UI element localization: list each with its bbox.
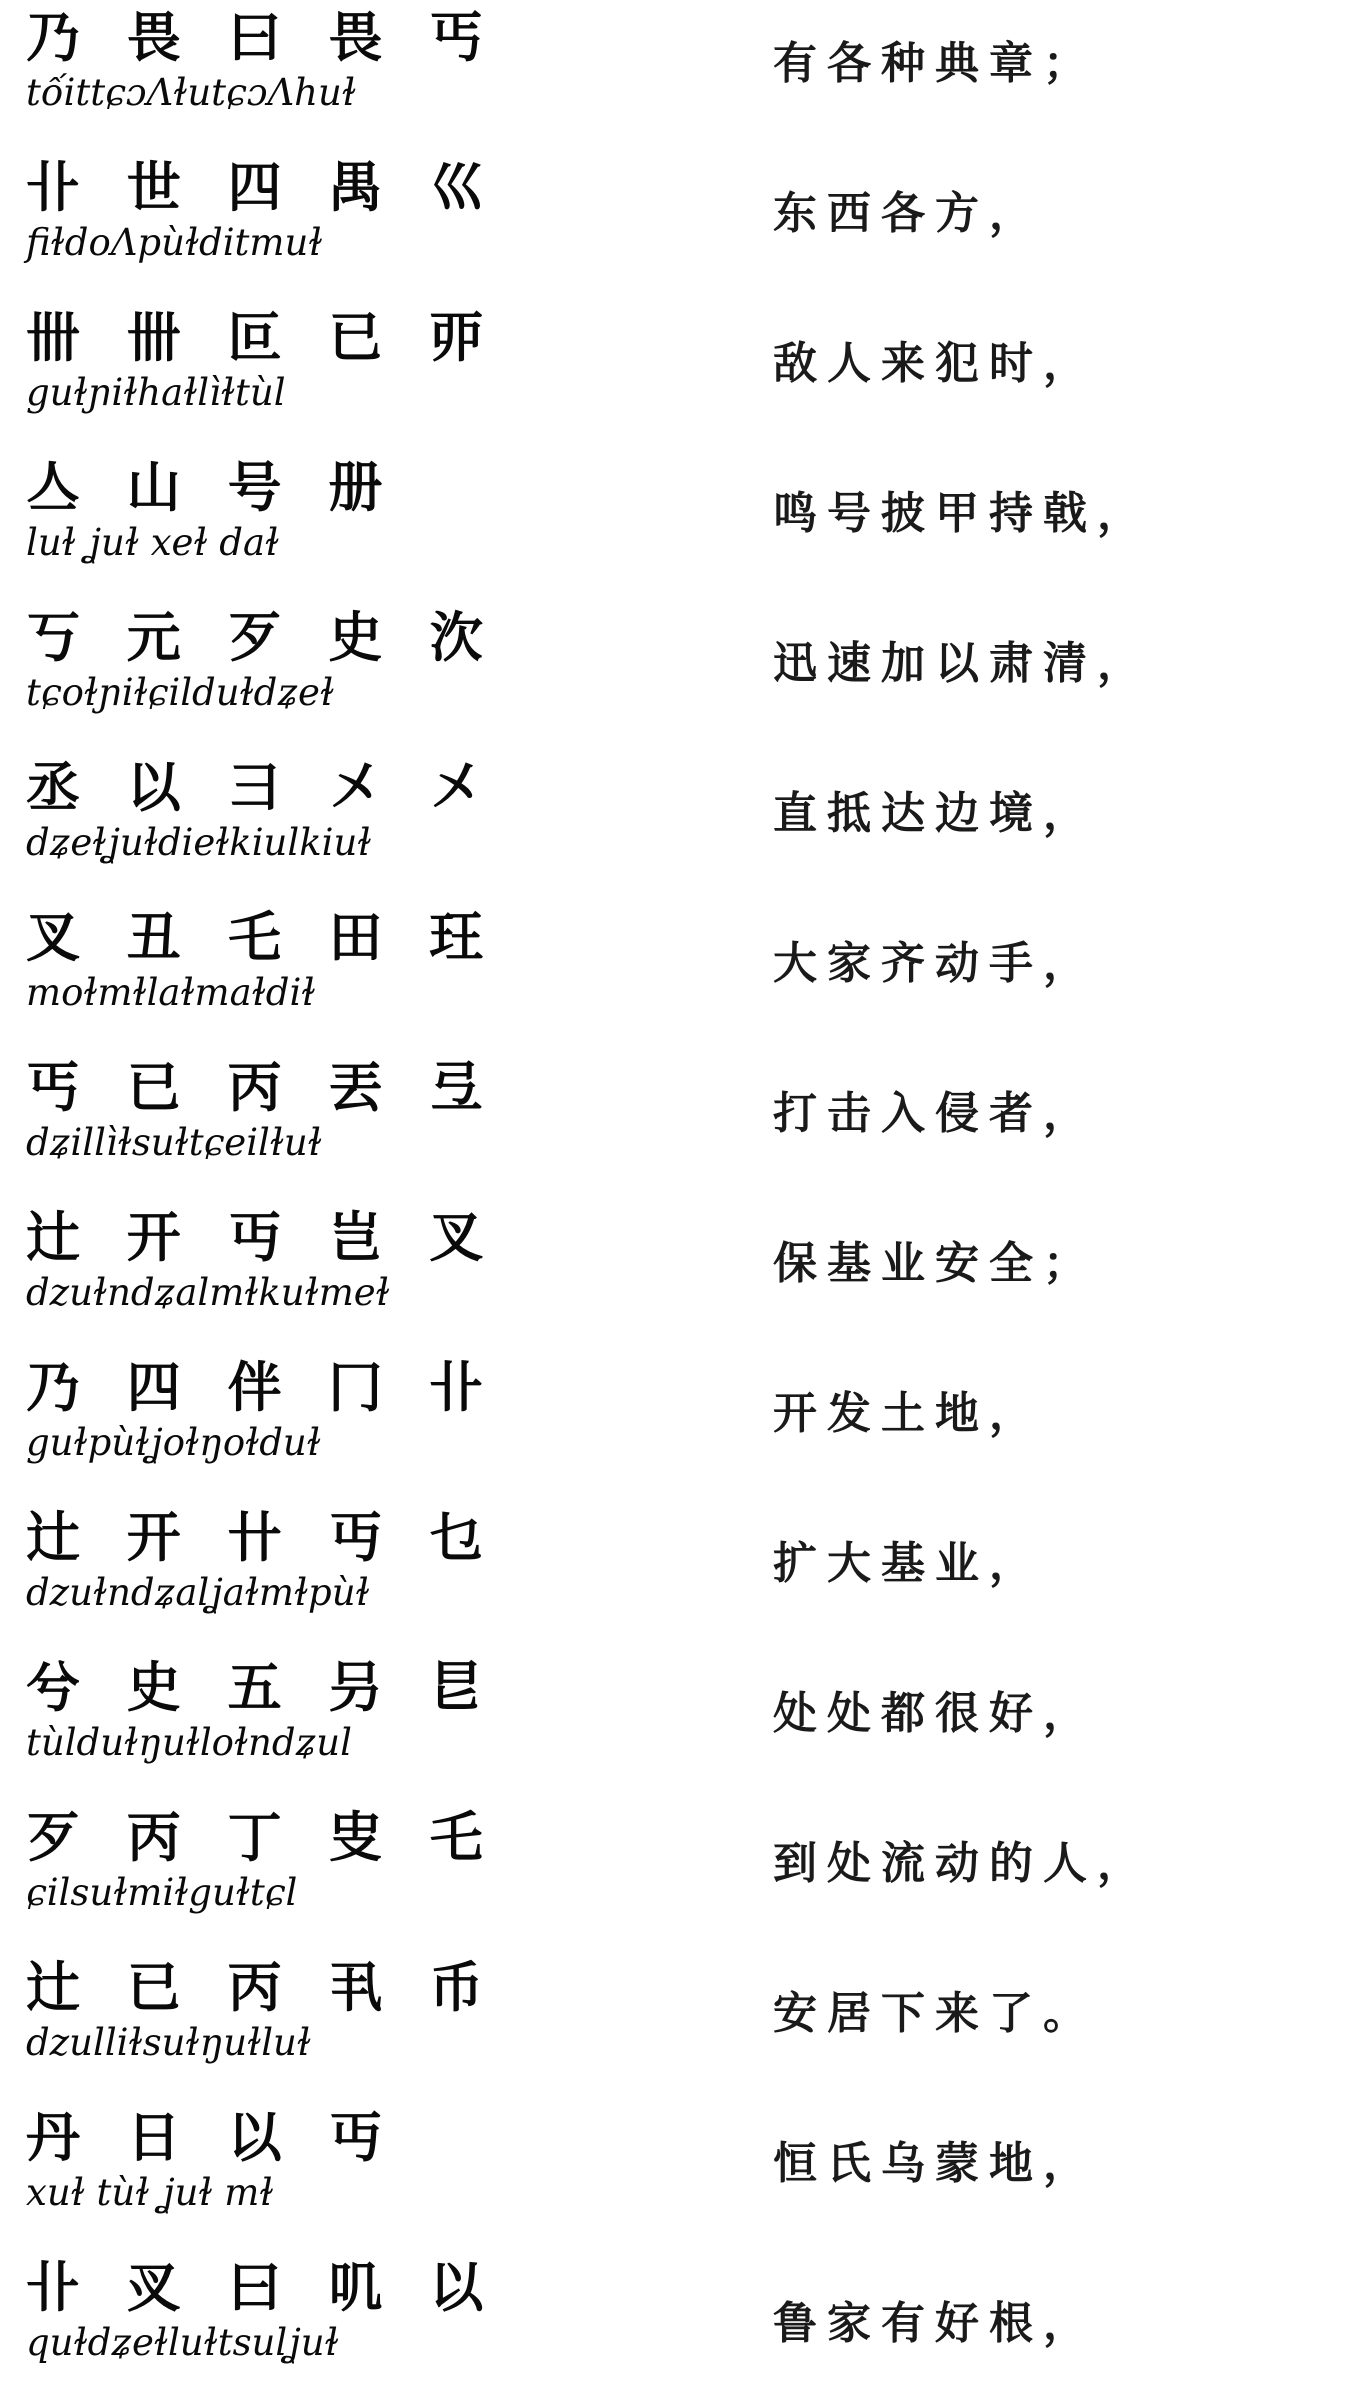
romanization: ɕilsuɫmiɫguɫtɕl: [26, 1871, 298, 1914]
chinese-translation: 保基业安全；: [773, 1238, 1097, 1289]
chinese-translation: 处处都很好，: [773, 1688, 1097, 1739]
chinese-translation: 打击入侵者，: [773, 1088, 1097, 1139]
yi-script-block: [26, 2250, 498, 2390]
romanization: fiɫdoɅpùɫditmuɫ: [26, 221, 323, 264]
romanization: dzuɫndʑalmɫkuɫmeɫ: [26, 1271, 390, 1314]
yi-glyphs: 丂 元 歹 史 㳄: [26, 605, 498, 669]
chinese-translation: 扩大基业，: [773, 1538, 1043, 1589]
verse-row: [0, 300, 1359, 440]
yi-script-block: [26, 0, 498, 140]
verse-row: [0, 1650, 1359, 1790]
yi-glyphs: 丞 以 ⺕ 㐅 㐅: [26, 755, 498, 819]
yi-glyphs: 歹 丙 丁 㕜 乇: [26, 1805, 498, 1869]
chinese-translation: 鲁家有好根，: [773, 2298, 1097, 2349]
verse-row: [0, 0, 1359, 140]
yi-script-block: [26, 1050, 498, 1190]
yi-script-block: [26, 1500, 498, 1640]
chinese-translation: 开发土地，: [773, 1388, 1043, 1439]
chinese-translation: 鸣号披甲持戟，: [773, 488, 1151, 539]
verse-row: [0, 1200, 1359, 1340]
yi-glyphs: 叉 丑 乇 田 玨: [26, 905, 498, 969]
verse-row: [0, 1050, 1359, 1190]
yi-glyphs: 丐 已 丙 丟 弖: [26, 1055, 498, 1119]
romanization: dzuɫndʑalʝaɫmɫpùɫ: [26, 1571, 370, 1614]
yi-glyphs: 卝 世 四 禺 巛: [26, 155, 498, 219]
romanization: guɫpùɫʝoɫŋoɫduɫ: [26, 1421, 321, 1464]
romanization: dzulliɫsuɫŋuɫluɫ: [26, 2021, 311, 2064]
verse-row: [0, 2250, 1359, 2390]
yi-script-block: [26, 1650, 498, 1790]
romanization: guɫɲiɫhaɫlìɫtùl: [26, 371, 286, 414]
verse-row: [0, 1500, 1359, 1640]
verse-row: [0, 600, 1359, 740]
verse-row: [0, 450, 1359, 590]
romanization: moɫmɫlaɫmaɫdiɫ: [26, 971, 316, 1014]
yi-script-block: [26, 1200, 498, 1340]
yi-script-block: [26, 600, 498, 740]
chinese-translation: 迅速加以肃清，: [773, 638, 1151, 689]
yi-script-block: [26, 1800, 498, 1940]
yi-script-block: [26, 750, 498, 890]
yi-glyphs: 卌 卌 叵 已 丣: [26, 305, 498, 369]
chinese-translation: 直抵达边境，: [773, 788, 1097, 839]
verse-row: [0, 1950, 1359, 2090]
romanization: dʑeɫʝuɫdieɫkiulkiuɫ: [26, 821, 372, 864]
romanization: dʑillìɫsuɫtɕeilɫuɫ: [26, 1121, 322, 1164]
yi-glyphs: 卝 㕚 曰 叽 以: [26, 2255, 498, 2319]
yi-script-block: [26, 1350, 498, 1490]
chinese-translation: 恒氏乌蒙地，: [773, 2138, 1097, 2189]
yi-glyphs: 辻 已 丙 丮 币: [26, 1955, 498, 2019]
verse-row: [0, 150, 1359, 290]
yi-glyphs: 兮 史 五 叧 㫐: [26, 1655, 498, 1719]
yi-script-block: [26, 300, 498, 440]
romanization: tùlduɫŋuɫloɫndʑul: [26, 1721, 352, 1764]
romanization: quɫdʑeɫluɫtsulʝuɫ: [26, 2321, 339, 2364]
verse-row: [0, 750, 1359, 890]
yi-script-block: [26, 450, 446, 590]
verse-row: [0, 1800, 1359, 1940]
yi-glyphs: 辻 开 卄 丏 乜: [26, 1505, 498, 1569]
romanization: luɫ ʝuɫ xeɫ daɫ: [26, 521, 280, 564]
yi-script-block: [26, 900, 498, 1040]
yi-glyphs: 乃 四 伴 冂 卝: [26, 1355, 498, 1419]
chinese-translation: 大家齐动手，: [773, 938, 1097, 989]
yi-script-block: [26, 2100, 446, 2240]
verse-row: [0, 900, 1359, 1040]
chinese-translation: 东西各方，: [773, 188, 1043, 239]
verse-row: [0, 2100, 1359, 2240]
chinese-translation: 安居下来了。: [773, 1988, 1097, 2039]
romanization: xuɫ tùɫ ʝuɫ mɫ: [26, 2171, 274, 2214]
yi-glyphs: 丹 日 以 丏: [26, 2105, 397, 2169]
chinese-translation: 敌人来犯时，: [773, 338, 1097, 389]
romanization: tốittɕɔɅɫutɕɔɅhuɫ: [26, 71, 356, 114]
yi-glyphs: 乃 畏 曰 畏 丐: [26, 5, 498, 69]
yi-script-block: [26, 150, 498, 290]
verse-row: [0, 1350, 1359, 1490]
yi-script-block: [26, 1950, 498, 2090]
chinese-translation: 到处流动的人，: [773, 1838, 1151, 1889]
yi-glyphs: 亼 山 号 册: [26, 455, 397, 519]
yi-glyphs: 辻 开 丏 岂 叉: [26, 1205, 498, 1269]
chinese-translation: 有各种典章；: [773, 38, 1097, 89]
romanization: tɕoɫɲiɫɕilduɫdʑeɫ: [26, 671, 335, 714]
